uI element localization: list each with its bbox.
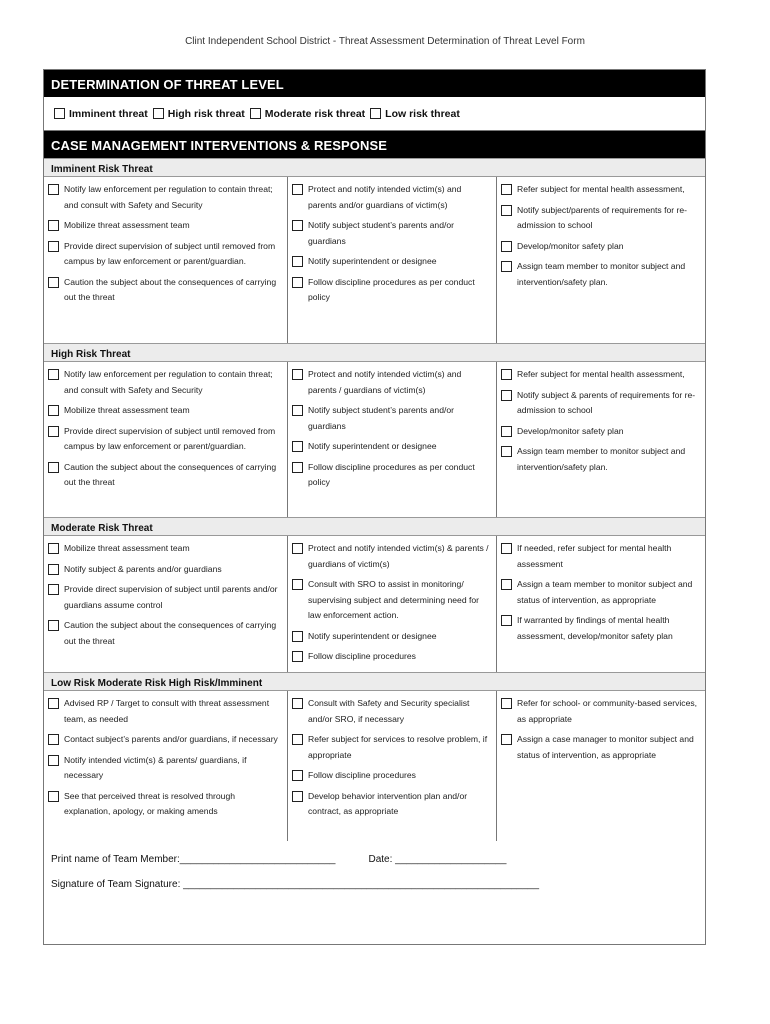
page-header: Clint Independent School District - Threat Assessment Determination of Threat Level Form (185, 36, 585, 47)
item-label: Mobilize threat assessment team (64, 543, 190, 553)
moderate-risk-threat-checkbox[interactable] (250, 108, 261, 119)
item-checkbox[interactable] (292, 184, 303, 195)
checklist-item[interactable] (292, 541, 492, 572)
section-column (44, 691, 288, 841)
low-risk-threat-checkbox[interactable] (370, 108, 381, 119)
item-checkbox[interactable] (292, 405, 303, 416)
option-label: Low risk threat (385, 107, 460, 120)
item-checkbox[interactable] (501, 446, 512, 457)
option-moderate-risk-threat[interactable] (250, 108, 365, 120)
section-grid (44, 362, 705, 517)
checklist-item[interactable] (48, 696, 283, 727)
item-label: Notify superintendent or designee (308, 630, 437, 641)
item-label: Refer subject for services to resolve problem, if appropriate (308, 734, 488, 760)
checklist-item[interactable] (501, 577, 701, 608)
checklist-item[interactable] (48, 618, 283, 649)
option-label: Imminent threat (69, 107, 148, 120)
item-label: Develop/monitor safety plan (517, 425, 624, 436)
item-label: Refer subject for mental health assessment, (517, 184, 685, 194)
item-checkbox[interactable] (292, 579, 303, 590)
item-label: Refer subject for mental health assessment, (517, 369, 685, 379)
item-checkbox[interactable] (292, 651, 303, 662)
checklist-item[interactable] (501, 239, 701, 255)
section-column (497, 536, 705, 672)
case-management-title: CASE MANAGEMENT INTERVENTIONS & RESPONSE (44, 131, 705, 158)
checklist-item[interactable] (292, 649, 492, 665)
checklist-item[interactable] (292, 275, 492, 306)
item-checkbox[interactable] (48, 584, 59, 595)
item-label: Notify subject & parents of requirements for re-admission to school (517, 389, 696, 415)
checklist-item[interactable] (292, 254, 492, 270)
checklist-item[interactable] (292, 460, 492, 491)
item-label: Protect and notify intended victim(s) and parents / guardians of victim(s) (308, 369, 462, 395)
checklist-item[interactable] (501, 696, 701, 727)
checklist-item[interactable] (292, 768, 492, 784)
item-checkbox[interactable] (292, 791, 303, 802)
item-checkbox[interactable] (48, 184, 59, 195)
item-label: Notify law enforcement per regulation to contain threat; and consult with Safety and Security (64, 369, 273, 395)
item-checkbox[interactable] (48, 734, 59, 745)
checklist-item[interactable] (501, 732, 701, 763)
item-label: If needed, refer subject for mental health assessment (517, 543, 672, 569)
item-label: Consult with SRO to assist in monitoring/ supervising subject and determining need for law enforcement action. (308, 579, 480, 620)
section-grid (44, 691, 705, 841)
checklist-item[interactable] (501, 388, 701, 419)
item-checkbox[interactable] (48, 564, 59, 575)
checklist-item[interactable] (48, 789, 283, 820)
checklist-item[interactable] (501, 367, 701, 383)
date-field[interactable]: Date: ____________________ (368, 854, 507, 865)
checklist-item[interactable] (48, 218, 283, 234)
item-checkbox[interactable] (292, 734, 303, 745)
signature-footer (44, 841, 705, 903)
section-title: High Risk Threat (44, 343, 705, 362)
item-label: Mobilize threat assessment team (64, 405, 190, 415)
section-column (44, 536, 288, 672)
item-label: Caution the subject about the consequences of carrying out the threat (64, 461, 277, 487)
checklist-item[interactable] (292, 577, 492, 624)
item-checkbox[interactable] (292, 256, 303, 267)
item-label: Provide direct supervision of subject until removed from campus by law enforcement or parent/guardian. (64, 240, 276, 266)
checklist-item[interactable] (501, 444, 701, 475)
checklist-item[interactable] (48, 541, 283, 557)
item-checkbox[interactable] (501, 205, 512, 216)
item-checkbox[interactable] (48, 755, 59, 766)
item-checkbox[interactable] (501, 579, 512, 590)
item-label: Advised RP / Target to consult with threat assessment team, as needed (64, 698, 270, 724)
checklist-item[interactable] (48, 562, 283, 578)
item-checkbox[interactable] (292, 441, 303, 452)
section-column (497, 362, 705, 517)
item-checkbox[interactable] (48, 277, 59, 288)
item-label: Contact subject’s parents and/or guardians, if necessary (64, 734, 278, 744)
item-checkbox[interactable] (501, 241, 512, 252)
checklist-item[interactable] (292, 732, 492, 763)
checklist-item[interactable] (48, 403, 283, 419)
checklist-item[interactable] (48, 460, 283, 491)
checklist-item[interactable] (48, 424, 283, 455)
section-column (288, 177, 497, 343)
item-label: Assign a case manager to monitor subject and status of intervention, as appropriate (517, 734, 694, 760)
item-label: Consult with Safety and Security specialist and/or SRO, if necessary (308, 698, 470, 724)
item-label: Notify intended victim(s) & parents/ guardians, if necessary (64, 754, 247, 780)
checklist-item[interactable] (48, 275, 283, 306)
section-column (44, 177, 288, 343)
item-checkbox[interactable] (501, 734, 512, 745)
checklist-item[interactable] (501, 424, 701, 440)
threat-level-options (44, 97, 705, 131)
print-name-field[interactable]: Print name of Team Member:____________________________ (51, 854, 336, 865)
imminent-threat-checkbox[interactable] (54, 108, 65, 119)
option-label: High risk threat (167, 107, 245, 120)
item-checkbox[interactable] (501, 390, 512, 401)
item-label: Follow discipline procedures (308, 770, 416, 780)
section-grid (44, 536, 705, 672)
item-label: See that perceived threat is resolved through explanation, apology, or making amends (64, 790, 236, 816)
checklist-item[interactable] (292, 629, 492, 645)
checklist-item[interactable] (292, 789, 492, 820)
section-column (288, 691, 497, 841)
section-grid (44, 177, 705, 343)
item-label: Protect and notify intended victim(s) and parents and/or guardians of victim(s) (308, 184, 462, 210)
item-checkbox[interactable] (48, 426, 59, 437)
checklist-item[interactable] (292, 367, 492, 398)
high-risk-threat-checkbox[interactable] (153, 108, 164, 119)
checklist-item[interactable] (48, 753, 283, 784)
checklist-item[interactable] (48, 367, 283, 398)
item-label: Notify superintendent or designee (308, 441, 437, 451)
checklist-item[interactable] (48, 582, 283, 613)
checklist-item[interactable] (292, 439, 492, 455)
item-checkbox[interactable] (292, 220, 303, 231)
section-title: Moderate Risk Threat (44, 517, 705, 536)
item-label: Follow discipline procedures as per conduct policy (308, 276, 475, 302)
checklist-item[interactable] (501, 203, 701, 234)
item-checkbox[interactable] (501, 369, 512, 380)
item-checkbox[interactable] (48, 791, 59, 802)
item-label: Provide direct supervision of subject until removed from campus by law enforcement or parent/guardian. (64, 425, 276, 451)
option-imminent-threat[interactable] (54, 108, 148, 120)
option-label: Moderate risk threat (264, 107, 366, 120)
item-label: Refer for school- or community-based services, as appropriate (517, 698, 698, 724)
determination-title: DETERMINATION OF THREAT LEVEL (44, 70, 705, 97)
item-checkbox[interactable] (48, 369, 59, 380)
item-checkbox[interactable] (292, 369, 303, 380)
item-label: Notify subject student’s parents and/or guardians (308, 405, 455, 431)
item-checkbox[interactable] (48, 543, 59, 554)
item-label: Caution the subject about the consequences of carrying out the threat (64, 620, 277, 646)
item-checkbox[interactable] (292, 462, 303, 473)
item-label: Assign a team member to monitor subject and status of intervention, as appropriate (517, 579, 693, 605)
item-checkbox[interactable] (292, 277, 303, 288)
section-column (44, 362, 288, 517)
checklist-item[interactable] (48, 732, 283, 748)
checklist-item[interactable] (48, 239, 283, 270)
item-checkbox[interactable] (48, 241, 59, 252)
item-label: Follow discipline procedures (308, 651, 416, 661)
checklist-item[interactable] (48, 182, 283, 213)
checklist-item[interactable] (501, 182, 701, 198)
item-checkbox[interactable] (292, 543, 303, 554)
threat-level-form (43, 69, 706, 945)
item-checkbox[interactable] (48, 620, 59, 631)
item-label: Notify superintendent or designee (308, 256, 437, 266)
option-low-risk-threat[interactable] (370, 108, 460, 120)
item-label: Notify subject & parents and/or guardians (64, 563, 222, 574)
item-checkbox[interactable] (501, 261, 512, 272)
item-label: Notify subject/parents of requirements for re-admission to school (517, 204, 688, 230)
checklist-item[interactable] (292, 403, 492, 434)
item-label: Notify law enforcement per regulation to contain threat; and consult with Safety and Security (64, 184, 273, 210)
section-column (288, 362, 497, 517)
item-label: Follow discipline procedures as per conduct policy (308, 461, 475, 487)
item-label: Provide direct supervision of subject until parents and/or guardians assume control (64, 584, 278, 610)
item-checkbox[interactable] (48, 462, 59, 473)
item-checkbox[interactable] (48, 698, 59, 709)
item-label: Notify subject student’s parents and/or guardians (308, 220, 455, 246)
section-title: Imminent Risk Threat (44, 158, 705, 177)
item-label: Caution the subject about the consequences of carrying out the threat (64, 276, 277, 302)
checklist-item[interactable] (292, 182, 492, 213)
item-checkbox[interactable] (48, 220, 59, 231)
item-checkbox[interactable] (501, 426, 512, 437)
checklist-item[interactable] (292, 218, 492, 249)
section-title: Low Risk Moderate Risk High Risk/Imminent (44, 672, 705, 691)
option-high-risk-threat[interactable] (153, 108, 245, 120)
item-checkbox[interactable] (48, 405, 59, 416)
item-checkbox[interactable] (292, 770, 303, 781)
item-label: Mobilize threat assessment team (64, 220, 190, 230)
checklist-item[interactable] (292, 696, 492, 727)
checklist-item[interactable] (501, 541, 701, 572)
checklist-item[interactable] (501, 613, 701, 644)
item-checkbox[interactable] (501, 184, 512, 195)
item-checkbox[interactable] (292, 631, 303, 642)
section-column (288, 536, 497, 672)
item-checkbox[interactable] (501, 543, 512, 554)
item-label: Develop behavior intervention plan and/or contract, as appropriate (308, 790, 468, 816)
section-column (497, 177, 705, 343)
intervention-sections (44, 158, 705, 841)
item-label: If warranted by findings of mental health assessment, develop/monitor safety plan (517, 615, 673, 641)
item-label: Protect and notify intended victim(s) & parents / guardians of victim(s) (308, 543, 489, 569)
signature-field[interactable]: Signature of Team Signature: ________________________________________________________________ (51, 879, 540, 890)
section-column (497, 691, 705, 841)
item-checkbox[interactable] (292, 698, 303, 709)
item-label: Assign team member to monitor subject and intervention/safety plan. (517, 446, 686, 472)
item-label: Assign team member to monitor subject and intervention/safety plan. (517, 261, 686, 287)
item-checkbox[interactable] (501, 698, 512, 709)
checklist-item[interactable] (501, 259, 701, 290)
item-label: Develop/monitor safety plan (517, 240, 624, 251)
item-checkbox[interactable] (501, 615, 512, 626)
